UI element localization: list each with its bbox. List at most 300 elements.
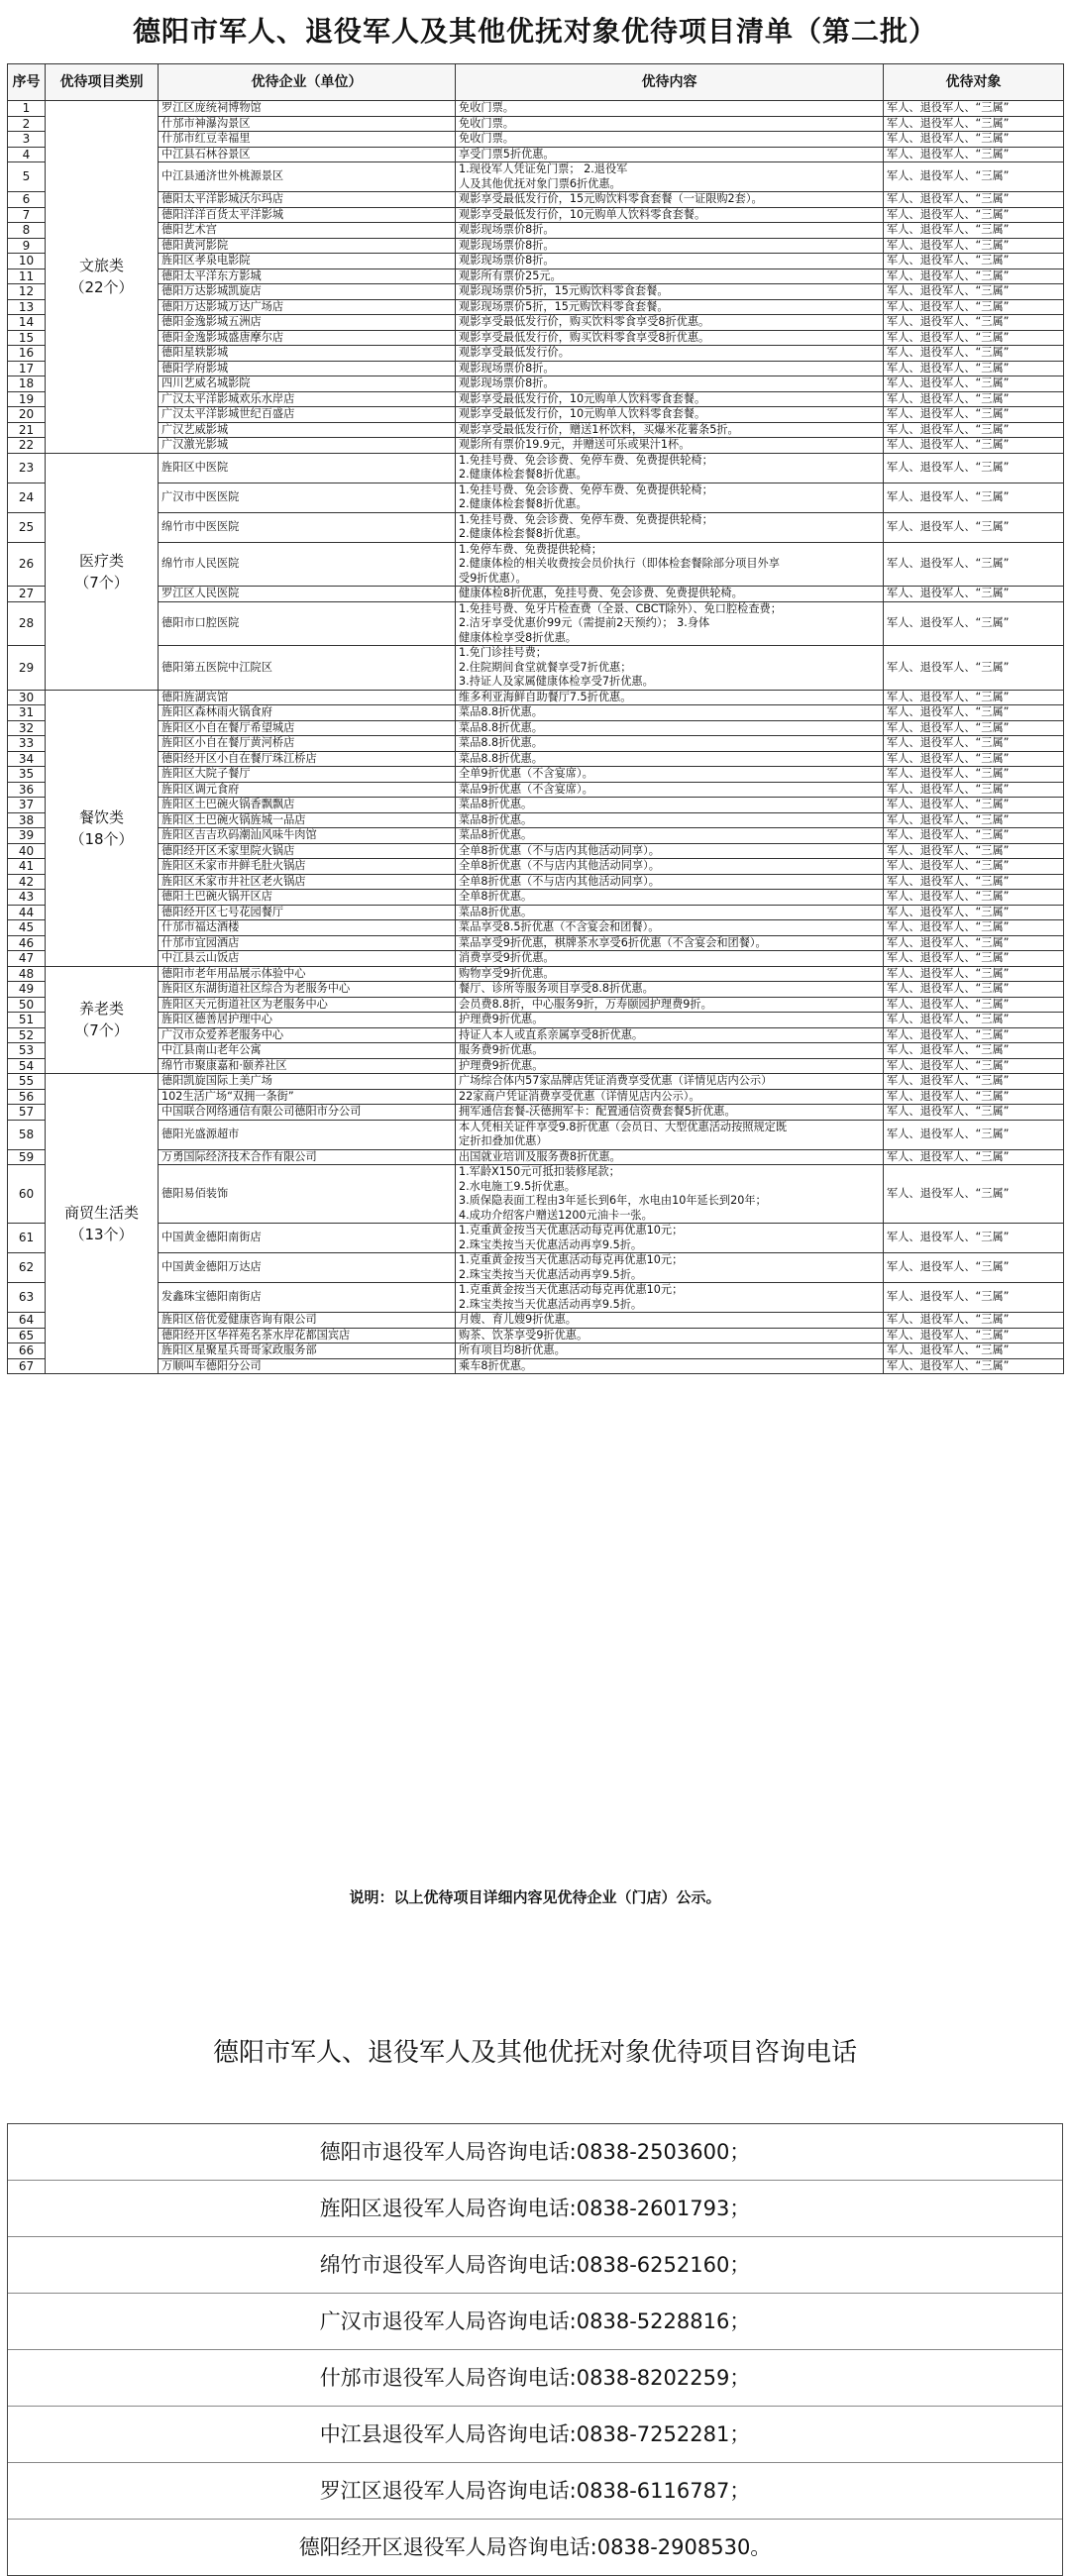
row-number: 41 bbox=[8, 859, 46, 875]
table-row bbox=[8, 997, 1064, 1013]
table-row bbox=[8, 162, 1064, 192]
row-number: 8 bbox=[8, 223, 46, 239]
category-name: 医疗类 bbox=[78, 551, 124, 570]
row-number: 28 bbox=[8, 601, 46, 646]
target-cell: 军人、退役军人、“三属” bbox=[884, 116, 1064, 132]
table-row bbox=[8, 254, 1064, 269]
table-row bbox=[8, 391, 1064, 407]
row-number: 59 bbox=[8, 1149, 46, 1165]
hotline-list bbox=[7, 2123, 1063, 2576]
company-cell: 中江县石林谷景区 bbox=[159, 147, 456, 162]
company-cell: 广汉市众爱养老服务中心 bbox=[159, 1027, 456, 1043]
content-cell: 消费享受9折优惠。 bbox=[456, 951, 884, 967]
table-row bbox=[8, 1343, 1064, 1359]
table-row bbox=[8, 966, 1064, 982]
target-cell: 军人、退役军人、“三属” bbox=[884, 874, 1064, 890]
category-cell bbox=[46, 690, 159, 966]
company-cell: 旌阳区倍优爱健康咨询有限公司 bbox=[159, 1313, 456, 1329]
row-number: 35 bbox=[8, 767, 46, 783]
content-cell: 所有项目均8折优惠。 bbox=[456, 1343, 884, 1359]
company-cell: 万勇国际经济技术合作有限公司 bbox=[159, 1149, 456, 1165]
company-cell: 旌阳区大院子餐厅 bbox=[159, 767, 456, 783]
table-note: 说明：以上优待项目详细内容见优待企业（门店）公示。 bbox=[349, 1888, 721, 1906]
company-cell: 德阳艺术宫 bbox=[159, 223, 456, 239]
table-row bbox=[8, 422, 1064, 438]
row-number: 4 bbox=[8, 147, 46, 162]
company-cell: 罗江区庞统祠博物馆 bbox=[159, 101, 456, 117]
content-cell: 菜品8折优惠。 bbox=[456, 905, 884, 920]
content-cell: 出国就业培训及服务费8折优惠。 bbox=[456, 1149, 884, 1165]
target-cell: 军人、退役军人、“三属” bbox=[884, 812, 1064, 828]
target-cell: 军人、退役军人、“三属” bbox=[884, 1105, 1064, 1121]
target-cell: 军人、退役军人、“三属” bbox=[884, 997, 1064, 1013]
content-cell: 享受门票5折优惠。 bbox=[456, 147, 884, 162]
category-name: 养老类 bbox=[78, 1000, 124, 1019]
table-row bbox=[8, 736, 1064, 752]
table-row bbox=[8, 376, 1064, 392]
content-cell: 观影享受最低发行价，10元购单人饮料零食套餐。 bbox=[456, 407, 884, 423]
content-cell: 22家商户凭证消费享受优惠（详情见店内公示）。 bbox=[456, 1089, 884, 1105]
table-row bbox=[8, 1074, 1064, 1090]
table-row bbox=[8, 587, 1064, 602]
content-cell: 菜品8.8折优惠。 bbox=[456, 736, 884, 752]
company-cell: 中江县南山老年公寓 bbox=[159, 1043, 456, 1059]
row-number: 65 bbox=[8, 1328, 46, 1343]
company-cell: 什邡市宜园酒店 bbox=[159, 935, 456, 951]
row-number: 16 bbox=[8, 346, 46, 362]
content-cell: 观影享受最低发行价，10元购单人饮料零食套餐。 bbox=[456, 391, 884, 407]
target-cell: 军人、退役军人、“三属” bbox=[884, 268, 1064, 284]
list-title: 德阳市军人、退役军人及其他优抚对象优待项目清单（第二批） bbox=[132, 15, 937, 48]
row-number: 39 bbox=[8, 828, 46, 844]
hotline-item: 德阳经开区退役军人局咨询电话:0838-2908530。 bbox=[298, 2535, 772, 2559]
category-count: （18个） bbox=[69, 829, 134, 848]
target-cell: 军人、退役军人、“三属” bbox=[884, 101, 1064, 117]
target-cell: 军人、退役军人、“三属” bbox=[884, 905, 1064, 920]
table-row bbox=[8, 1253, 1064, 1283]
target-cell: 军人、退役军人、“三属” bbox=[884, 330, 1064, 346]
table-row bbox=[8, 798, 1064, 813]
company-cell: 德阳黄河影院 bbox=[159, 238, 456, 254]
content-cell: 菜品9折优惠（不含宴席）。 bbox=[456, 782, 884, 798]
table-row bbox=[8, 767, 1064, 783]
content-cell: 观影所有票价25元。 bbox=[456, 268, 884, 284]
row-number: 60 bbox=[8, 1165, 46, 1224]
row-number: 49 bbox=[8, 982, 46, 998]
target-cell: 军人、退役军人、“三属” bbox=[884, 935, 1064, 951]
company-cell: 旌阳区孝泉电影院 bbox=[159, 254, 456, 269]
target-cell: 军人、退役军人、“三属” bbox=[884, 798, 1064, 813]
company-cell: 旌阳区中医院 bbox=[159, 453, 456, 483]
header-category: 优待项目类别 bbox=[46, 64, 159, 101]
company-cell: 中国黄金德阳万达店 bbox=[159, 1253, 456, 1283]
table-row bbox=[8, 438, 1064, 454]
content-cell: 全单8折优惠（不与店内其他活动同享）。 bbox=[456, 843, 884, 859]
row-number: 2 bbox=[8, 116, 46, 132]
row-number: 37 bbox=[8, 798, 46, 813]
row-number: 40 bbox=[8, 843, 46, 859]
row-number: 20 bbox=[8, 407, 46, 423]
target-cell: 军人、退役军人、“三属” bbox=[884, 1313, 1064, 1329]
table-row bbox=[8, 542, 1064, 587]
header-target: 优待对象 bbox=[884, 64, 1064, 101]
table-row bbox=[8, 1165, 1064, 1224]
row-number: 36 bbox=[8, 782, 46, 798]
row-number: 63 bbox=[8, 1283, 46, 1313]
content-cell: 餐厅、诊所等服务项目享受8.8折优惠。 bbox=[456, 982, 884, 998]
table-row bbox=[8, 1358, 1064, 1374]
content-cell: 观影现场票价8折。 bbox=[456, 254, 884, 269]
target-cell: 军人、退役军人、“三属” bbox=[884, 376, 1064, 392]
target-cell: 军人、退役军人、“三属” bbox=[884, 1027, 1064, 1043]
company-cell: 德阳星轶影城 bbox=[159, 346, 456, 362]
table-row bbox=[8, 361, 1064, 376]
content-cell: 免收门票。 bbox=[456, 101, 884, 117]
category-cell bbox=[46, 101, 159, 454]
content-cell: 观影享受最低发行价，15元购饮料零食套餐（一证限购2套）。 bbox=[456, 192, 884, 208]
content-cell: 菜品8.8折优惠。 bbox=[456, 720, 884, 736]
table-row bbox=[8, 720, 1064, 736]
row-number: 67 bbox=[8, 1358, 46, 1374]
company-cell: 德阳第五医院中江院区 bbox=[159, 646, 456, 691]
content-cell: 观影现场票价5折，15元购饮料零食套餐。 bbox=[456, 299, 884, 315]
content-cell: 观影所有票价19.9元，并赠送可乐或果汁1杯。 bbox=[456, 438, 884, 454]
target-cell: 军人、退役军人、“三属” bbox=[884, 299, 1064, 315]
company-cell: 德阳洋洋百货太平洋影城 bbox=[159, 207, 456, 223]
table-row bbox=[8, 132, 1064, 148]
company-cell: 德阳光盛源超市 bbox=[159, 1120, 456, 1149]
target-cell: 军人、退役军人、“三属” bbox=[884, 1328, 1064, 1343]
table-row bbox=[8, 1149, 1064, 1165]
content-cell: 1.免挂号费、免牙片检查费（全景、CBCT除外）、免口腔检查费； 2.洁牙享受优惠价99元（需提前2天预约）； 3.身体 健康体检享受8折优惠。 bbox=[456, 601, 884, 646]
table-row bbox=[8, 207, 1064, 223]
target-cell: 军人、退役军人、“三属” bbox=[884, 1013, 1064, 1028]
row-number: 34 bbox=[8, 751, 46, 767]
company-cell: 德阳万达影城万达广场店 bbox=[159, 299, 456, 315]
target-cell: 军人、退役军人、“三属” bbox=[884, 254, 1064, 269]
content-cell: 护理费9折优惠。 bbox=[456, 1058, 884, 1074]
company-cell: 德阳易佰装饰 bbox=[159, 1165, 456, 1224]
target-cell: 军人、退役军人、“三属” bbox=[884, 1358, 1064, 1374]
header-company: 优待企业（单位） bbox=[159, 64, 456, 101]
table-row bbox=[8, 935, 1064, 951]
table-row bbox=[8, 1043, 1064, 1059]
row-number: 45 bbox=[8, 920, 46, 936]
company-cell: 德阳太平洋东方影城 bbox=[159, 268, 456, 284]
target-cell: 军人、退役军人、“三属” bbox=[884, 238, 1064, 254]
row-number: 44 bbox=[8, 905, 46, 920]
table-row bbox=[8, 690, 1064, 705]
target-cell: 军人、退役军人、“三属” bbox=[884, 1089, 1064, 1105]
table-row bbox=[8, 101, 1064, 117]
content-cell: 月嫂、育儿嫂9折优惠。 bbox=[456, 1313, 884, 1329]
target-cell: 军人、退役军人、“三属” bbox=[884, 422, 1064, 438]
target-cell: 军人、退役军人、“三属” bbox=[884, 890, 1064, 906]
target-cell: 军人、退役军人、“三属” bbox=[884, 690, 1064, 705]
target-cell: 军人、退役军人、“三属” bbox=[884, 767, 1064, 783]
target-cell: 军人、退役军人、“三属” bbox=[884, 1283, 1064, 1313]
content-cell: 1.军龄X150元可抵扣装修尾款； 2.水电施工9.5折优惠。 3.质保隐表面工程由3年延长到6年，水电由10年延长到20年； 4.成功介绍客户赠送1200元油卡一张。 bbox=[456, 1165, 884, 1224]
content-cell: 观影现场票价8折。 bbox=[456, 238, 884, 254]
row-number: 25 bbox=[8, 512, 46, 542]
content-cell: 健康体检8折优惠，免挂号费、免会诊费、免费提供轮椅。 bbox=[456, 587, 884, 602]
company-cell: 旌阳区调元食府 bbox=[159, 782, 456, 798]
content-cell: 维多利亚海鲜自助餐厅7.5折优惠。 bbox=[456, 690, 884, 705]
content-cell: 全单8折优惠（不与店内其他活动同享）。 bbox=[456, 859, 884, 875]
row-number: 54 bbox=[8, 1058, 46, 1074]
content-cell: 观影现场票价5折，15元购饮料零食套餐。 bbox=[456, 284, 884, 300]
target-cell: 军人、退役军人、“三属” bbox=[884, 483, 1064, 512]
target-cell: 军人、退役军人、“三属” bbox=[884, 361, 1064, 376]
target-cell: 军人、退役军人、“三属” bbox=[884, 828, 1064, 844]
table-row bbox=[8, 268, 1064, 284]
content-cell: 观影享受最低发行价，10元购单人饮料零食套餐。 bbox=[456, 207, 884, 223]
company-cell: 旌阳区森林雨火锅食府 bbox=[159, 705, 456, 721]
company-cell: 德阳万达影城凯旋店 bbox=[159, 284, 456, 300]
target-cell: 军人、退役军人、“三属” bbox=[884, 207, 1064, 223]
row-number: 23 bbox=[8, 453, 46, 483]
table-row bbox=[8, 512, 1064, 542]
category-name: 餐饮类 bbox=[78, 807, 124, 826]
content-cell: 会员费8.8折，中心服务9折，万寿颐园护理费9折。 bbox=[456, 997, 884, 1013]
content-cell: 全单8折优惠。 bbox=[456, 890, 884, 906]
content-cell: 1.克重黄金按当天优惠活动每克再优惠10元； 2.珠宝类按当天优惠活动再享9.5折。 bbox=[456, 1224, 884, 1253]
company-cell: 旌阳区天元街道社区为老服务中心 bbox=[159, 997, 456, 1013]
table-row bbox=[8, 1105, 1064, 1121]
table-row bbox=[8, 223, 1064, 239]
row-number: 1 bbox=[8, 101, 46, 117]
table-row bbox=[8, 116, 1064, 132]
category-name: 商贸生活类 bbox=[63, 1204, 139, 1222]
table-row bbox=[8, 843, 1064, 859]
content-cell: 菜品8折优惠。 bbox=[456, 798, 884, 813]
row-number: 11 bbox=[8, 268, 46, 284]
row-number: 29 bbox=[8, 646, 46, 691]
row-number: 13 bbox=[8, 299, 46, 315]
target-cell: 军人、退役军人、“三属” bbox=[884, 223, 1064, 239]
row-number: 3 bbox=[8, 132, 46, 148]
table-row bbox=[8, 1313, 1064, 1329]
target-cell: 军人、退役军人、“三属” bbox=[884, 438, 1064, 454]
category-cell bbox=[46, 966, 159, 1074]
content-cell: 观影享受最低发行价，购买饮料零食享受8折优惠。 bbox=[456, 315, 884, 331]
table-row bbox=[8, 951, 1064, 967]
target-cell: 军人、退役军人、“三属” bbox=[884, 1058, 1064, 1074]
target-cell: 军人、退役军人、“三属” bbox=[884, 162, 1064, 192]
content-cell: 本人凭相关证件享受9.8折优惠（会员日、大型优惠活动按照规定既 定折扣叠加优惠） bbox=[456, 1120, 884, 1149]
target-cell: 军人、退役军人、“三属” bbox=[884, 646, 1064, 691]
target-cell: 军人、退役军人、“三属” bbox=[884, 966, 1064, 982]
content-cell: 全单9折优惠（不含宴席）。 bbox=[456, 767, 884, 783]
table-row bbox=[8, 1328, 1064, 1343]
table-row bbox=[8, 905, 1064, 920]
content-cell: 菜品享受8.5折优惠（不含宴会和团餐）。 bbox=[456, 920, 884, 936]
table-row bbox=[8, 284, 1064, 300]
company-cell: 旌阳区小自在餐厅希望城店 bbox=[159, 720, 456, 736]
table-row bbox=[8, 330, 1064, 346]
table-row bbox=[8, 982, 1064, 998]
company-cell: 旌阳区土巴碗火锅香飘飘店 bbox=[159, 798, 456, 813]
target-cell: 军人、退役军人、“三属” bbox=[884, 751, 1064, 767]
content-cell: 购茶、饮茶享受9折优惠。 bbox=[456, 1328, 884, 1343]
row-number: 47 bbox=[8, 951, 46, 967]
target-cell: 军人、退役军人、“三属” bbox=[884, 147, 1064, 162]
table-row bbox=[8, 483, 1064, 512]
content-cell: 1.克重黄金按当天优惠活动每克再优惠10元； 2.珠宝类按当天优惠活动再享9.5折。 bbox=[456, 1283, 884, 1313]
target-cell: 军人、退役军人、“三属” bbox=[884, 1224, 1064, 1253]
content-cell: 服务费9折优惠。 bbox=[456, 1043, 884, 1059]
content-cell: 拥军通信套餐-沃德拥军卡：配置通信资费套餐5折优惠。 bbox=[456, 1105, 884, 1121]
content-cell: 广场综合体内57家品牌店凭证消费享受优惠（详情见店内公示） bbox=[456, 1074, 884, 1090]
company-cell: 德阳市口腔医院 bbox=[159, 601, 456, 646]
row-number: 62 bbox=[8, 1253, 46, 1283]
row-number: 42 bbox=[8, 874, 46, 890]
table-row bbox=[8, 407, 1064, 423]
content-cell: 1.免挂号费、免会诊费、免停车费、免费提供轮椅； 2.健康体检套餐8折优惠。 bbox=[456, 512, 884, 542]
target-cell: 军人、退役军人、“三属” bbox=[884, 542, 1064, 587]
target-cell: 军人、退役军人、“三属” bbox=[884, 705, 1064, 721]
company-cell: 广汉太平洋影城世纪百盛店 bbox=[159, 407, 456, 423]
target-cell: 军人、退役军人、“三属” bbox=[884, 843, 1064, 859]
table-body bbox=[8, 101, 1064, 1374]
target-cell: 军人、退役军人、“三属” bbox=[884, 951, 1064, 967]
row-number: 50 bbox=[8, 997, 46, 1013]
target-cell: 军人、退役军人、“三属” bbox=[884, 1120, 1064, 1149]
content-cell: 观影享受最低发行价，赠送1杯饮料，买爆米花薯条5折。 bbox=[456, 422, 884, 438]
company-cell: 德阳经开区七号花园餐厅 bbox=[159, 905, 456, 920]
row-number: 22 bbox=[8, 438, 46, 454]
hotline-item: 旌阳区退役军人局咨询电话:0838-2601793； bbox=[8, 2181, 1062, 2237]
content-cell: 观影享受最低发行价。 bbox=[456, 346, 884, 362]
benefits-table bbox=[7, 63, 1064, 1374]
row-number: 24 bbox=[8, 483, 46, 512]
company-cell: 万顺叫车德阳分公司 bbox=[159, 1358, 456, 1374]
row-number: 31 bbox=[8, 705, 46, 721]
category-count: （22个） bbox=[69, 278, 134, 297]
content-cell: 1.现役军人凭证免门票； 2.退役军 人及其他优抚对象门票6折优惠。 bbox=[456, 162, 884, 192]
company-cell: 德阳土巴碗火锅开区店 bbox=[159, 890, 456, 906]
row-number: 57 bbox=[8, 1105, 46, 1121]
hotline-item: 罗江区退役军人局咨询电话:0838-6116787； bbox=[8, 2463, 1062, 2520]
table-row bbox=[8, 705, 1064, 721]
row-number: 9 bbox=[8, 238, 46, 254]
row-number: 58 bbox=[8, 1120, 46, 1149]
target-cell: 军人、退役军人、“三属” bbox=[884, 1165, 1064, 1224]
content-cell: 护理费9折优惠。 bbox=[456, 1013, 884, 1028]
row-number: 21 bbox=[8, 422, 46, 438]
content-cell: 观影现场票价8折。 bbox=[456, 223, 884, 239]
table-row bbox=[8, 315, 1064, 331]
table-row bbox=[8, 874, 1064, 890]
row-number: 46 bbox=[8, 935, 46, 951]
table-row bbox=[8, 1089, 1064, 1105]
table-row bbox=[8, 453, 1064, 483]
row-number: 14 bbox=[8, 315, 46, 331]
table-row bbox=[8, 812, 1064, 828]
company-cell: 中江县云山饭店 bbox=[159, 951, 456, 967]
target-cell: 军人、退役军人、“三属” bbox=[884, 407, 1064, 423]
table-row bbox=[8, 238, 1064, 254]
company-cell: 德阳经开区小自在餐厅珠江桥店 bbox=[159, 751, 456, 767]
row-number: 7 bbox=[8, 207, 46, 223]
table-row bbox=[8, 859, 1064, 875]
row-number: 64 bbox=[8, 1313, 46, 1329]
company-cell: 旌阳区吉吉玖码潮汕风味牛肉馆 bbox=[159, 828, 456, 844]
row-number: 38 bbox=[8, 812, 46, 828]
company-cell: 旌阳区小自在餐厅黄河桥店 bbox=[159, 736, 456, 752]
company-cell: 旌阳区东湖街道社区综合为老服务中心 bbox=[159, 982, 456, 998]
content-cell: 观影享受最低发行价，购买饮料零食享受8折优惠。 bbox=[456, 330, 884, 346]
target-cell: 军人、退役军人、“三属” bbox=[884, 1343, 1064, 1359]
target-cell: 军人、退役军人、“三属” bbox=[884, 920, 1064, 936]
target-cell: 军人、退役军人、“三属” bbox=[884, 1074, 1064, 1090]
company-cell: 德阳太平洋影城沃尔玛店 bbox=[159, 192, 456, 208]
company-cell: 旌阳区星聚星兵哥哥家政服务部 bbox=[159, 1343, 456, 1359]
category-count: （7个） bbox=[74, 1021, 129, 1040]
header-no: 序号 bbox=[8, 64, 46, 101]
company-cell: 广汉激光影城 bbox=[159, 438, 456, 454]
target-cell: 军人、退役军人、“三属” bbox=[884, 587, 1064, 602]
target-cell: 军人、退役军人、“三属” bbox=[884, 284, 1064, 300]
content-cell: 免收门票。 bbox=[456, 116, 884, 132]
company-cell: 旌阳区德善居护理中心 bbox=[159, 1013, 456, 1028]
row-number: 12 bbox=[8, 284, 46, 300]
company-cell: 发鑫珠宝德阳南街店 bbox=[159, 1283, 456, 1313]
row-number: 17 bbox=[8, 361, 46, 376]
content-cell: 菜品8.8折优惠。 bbox=[456, 705, 884, 721]
target-cell: 军人、退役军人、“三属” bbox=[884, 736, 1064, 752]
category-cell bbox=[46, 453, 159, 690]
content-cell: 1.免挂号费、免会诊费、免停车费、免费提供轮椅； 2.健康体检套餐8折优惠。 bbox=[456, 483, 884, 512]
company-cell: 绵竹市中医医院 bbox=[159, 512, 456, 542]
row-number: 5 bbox=[8, 162, 46, 192]
row-number: 10 bbox=[8, 254, 46, 269]
table-row bbox=[8, 751, 1064, 767]
company-cell: 德阳金逸影城五洲店 bbox=[159, 315, 456, 331]
row-number: 56 bbox=[8, 1089, 46, 1105]
target-cell: 军人、退役军人、“三属” bbox=[884, 132, 1064, 148]
hotline-title: 德阳市军人、退役军人及其他优抚对象优待项目咨询电话 bbox=[212, 2038, 857, 2068]
company-cell: 广汉太平洋影城欢乐水岸店 bbox=[159, 391, 456, 407]
company-cell: 四川艺威名城影院 bbox=[159, 376, 456, 392]
company-cell: 德阳旌湖宾馆 bbox=[159, 690, 456, 705]
company-cell: 广汉市中医医院 bbox=[159, 483, 456, 512]
content-cell: 1.克重黄金按当天优惠活动每克再优惠10元； 2.珠宝类按当天优惠活动再享9.5折。 bbox=[456, 1253, 884, 1283]
target-cell: 军人、退役军人、“三属” bbox=[884, 601, 1064, 646]
table-row bbox=[8, 1013, 1064, 1028]
content-cell: 观影现场票价8折。 bbox=[456, 361, 884, 376]
row-number: 66 bbox=[8, 1343, 46, 1359]
table-row bbox=[8, 646, 1064, 691]
row-number: 30 bbox=[8, 690, 46, 705]
company-cell: 罗江区人民医院 bbox=[159, 587, 456, 602]
hotline-item: 广汉市退役军人局咨询电话:0838-5228816； bbox=[8, 2294, 1062, 2350]
row-number: 43 bbox=[8, 890, 46, 906]
table-row bbox=[8, 782, 1064, 798]
row-number: 48 bbox=[8, 966, 46, 982]
target-cell: 军人、退役军人、“三属” bbox=[884, 782, 1064, 798]
table-row bbox=[8, 299, 1064, 315]
row-number: 61 bbox=[8, 1224, 46, 1253]
table-row bbox=[8, 920, 1064, 936]
target-cell: 军人、退役军人、“三属” bbox=[884, 512, 1064, 542]
content-cell: 菜品8折优惠。 bbox=[456, 812, 884, 828]
content-cell: 菜品8.8折优惠。 bbox=[456, 751, 884, 767]
table-row bbox=[8, 890, 1064, 906]
row-number: 51 bbox=[8, 1013, 46, 1028]
content-cell: 免收门票。 bbox=[456, 132, 884, 148]
content-cell: 持证人本人或直系亲属享受8折优惠。 bbox=[456, 1027, 884, 1043]
